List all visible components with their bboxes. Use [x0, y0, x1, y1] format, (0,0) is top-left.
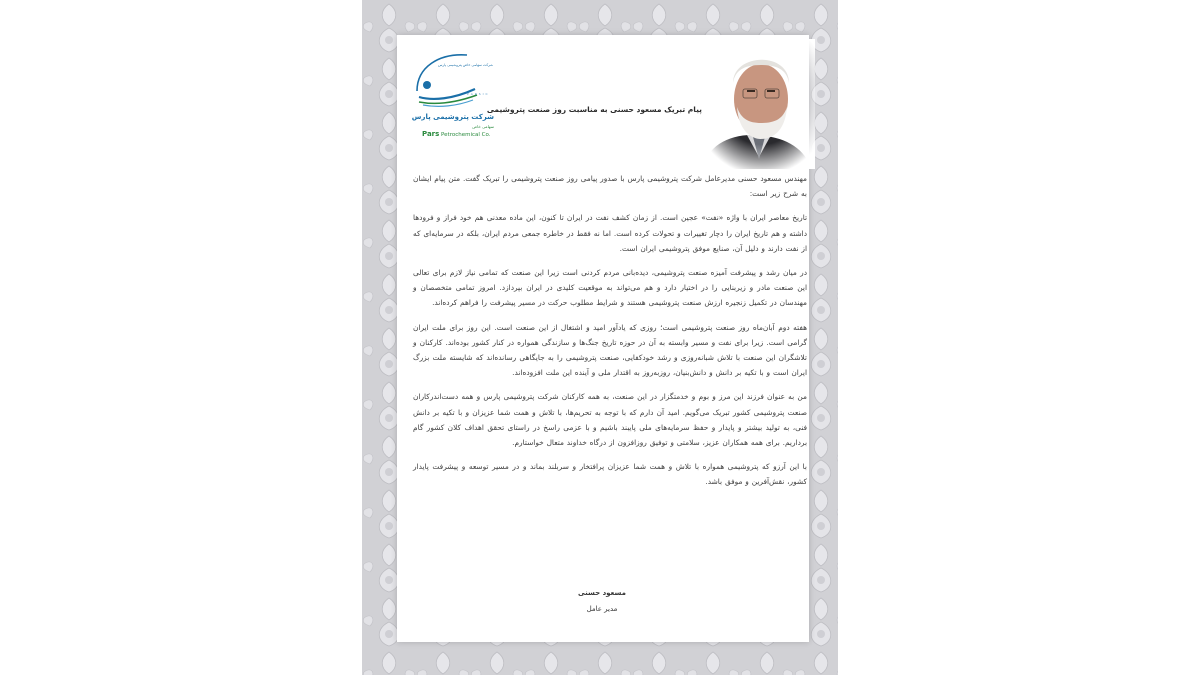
paragraph: من به عنوان فرزند این مرز و بوم و خدمتگزار در این صنعت، به همه کارکنان شرکت پتروشیمی پارس و همه دست‌اندرکاران صنعت پتروشیمی کشور تبریک می‌گویم. امید آن دارم که با توجه به تحریم‌ها، با تلاش و همت شما عزیزان و با تکیه بر دانش فنی، به تولید بیشتر و پایدار و حفظ سرمایه‌های ملی پایبند باشیم و با عزمی راسخ در راستای تحقق اهداف کلان کشور گام برداریم. برای همه همکاران عزیز، سلامتی و توفیق روزافزون از درگاه خداوند متعال خواستارم.: [413, 392, 807, 448]
paragraph: در میان رشد و پیشرفت آمیزه صنعت پتروشیمی، دیده‌بانی مردم کردنی است زیرا این صنعت که تمامی نیاز لازم برای تعالی این صنعت مادر و زیربنایی را در اختیار دارد و هم می‌تواند به موقعیت کلیدی در ایران بپردازد. امروز تمامی متخصصان و مهندسان در تکمیل زنجیره ارزش صنعت پتروشیمی هستند و شرایط مطلوب حرکت در مسیر پیشرفت را فراهم کرده‌اند.: [413, 268, 807, 308]
letter-body: [413, 171, 807, 499]
portrait-photo: [697, 39, 815, 169]
paragraph: مهندس مسعود حسنی مدیرعامل شرکت پتروشیمی پارس با صدور پیامی روز صنعت پتروشیمی را تبریک گفت. متن پیام ایشان به شرح زیر است:: [413, 174, 807, 199]
signature-role: مدیر عامل: [586, 605, 618, 613]
paragraph: با این آرزو که پتروشیمی همواره با تلاش و همت شما عزیزان پرافتخار و سربلند بماند و در مسیر توسعه و پیشرفت پایدار کشور، نقش‌آفرین و موفق باشد.: [413, 462, 807, 487]
logo-tagline: P A R S I C: [467, 92, 489, 96]
letter-title: پیام تبریک مسعود حسنی به مناسبت روز صنعت پتروشیمی: [486, 105, 702, 114]
paragraph: هفته دوم آبان‌ماه روز صنعت پتروشیمی است؛ روزی که یادآور امید و اشتغال از این صنعت است. این روز برای ملت ایران گرامی است. زیرا برای نفت و مسیر وابسته به آن در حوزه تاریخ جنگ‌ها و سازندگی همواره در کنار کشور بوده‌اند. کارکنان و تلاشگران این صنعت با تلاش شبانه‌روزی و رشد خودکفایی، صنعت پتروشیمی را به جایگاهی رسانده‌اند که شایسته ملت بزرگ ایران است و با تکیه بر دانش و دانش‌بنیان، روزبه‌روز به اقتدار ملی و آینده این ملت افزوده‌اند.: [413, 322, 807, 378]
paragraph: تاریخ معاصر ایران با واژه «نفت» عجین است. از زمان کشف نفت در ایران تا کنون، این ماده معدنی هم خود فراز و فرودها داشته و هم تاریخ ایران را دچار تغییرات و تحولات کرده است. اما نه فقط در خاطره جمعی مردم ایران، بلکه در سرمایه‌ای که از نفت دارند و دلیل آن، صنایع موفق پتروشیمی ایران است.: [413, 213, 807, 253]
logo-name-en-rest: Petrochemical Co.: [439, 132, 491, 138]
logo-arc-text: شرکت سهامی خاص پتروشیمی پارس: [438, 63, 493, 67]
logo-arc-icon: [409, 45, 494, 113]
logo-name-en-bold: Pars: [422, 130, 440, 138]
logo-name-en: [422, 130, 502, 138]
logo-name-fa: شرکت پتروشیمی پارس: [411, 113, 494, 121]
letter-paper: [397, 35, 809, 642]
document-page: [362, 0, 838, 675]
signature-name: مسعود حسنی: [578, 589, 626, 597]
logo-subtitle: سهامی خاص: [472, 124, 494, 129]
company-logo: [409, 45, 494, 140]
